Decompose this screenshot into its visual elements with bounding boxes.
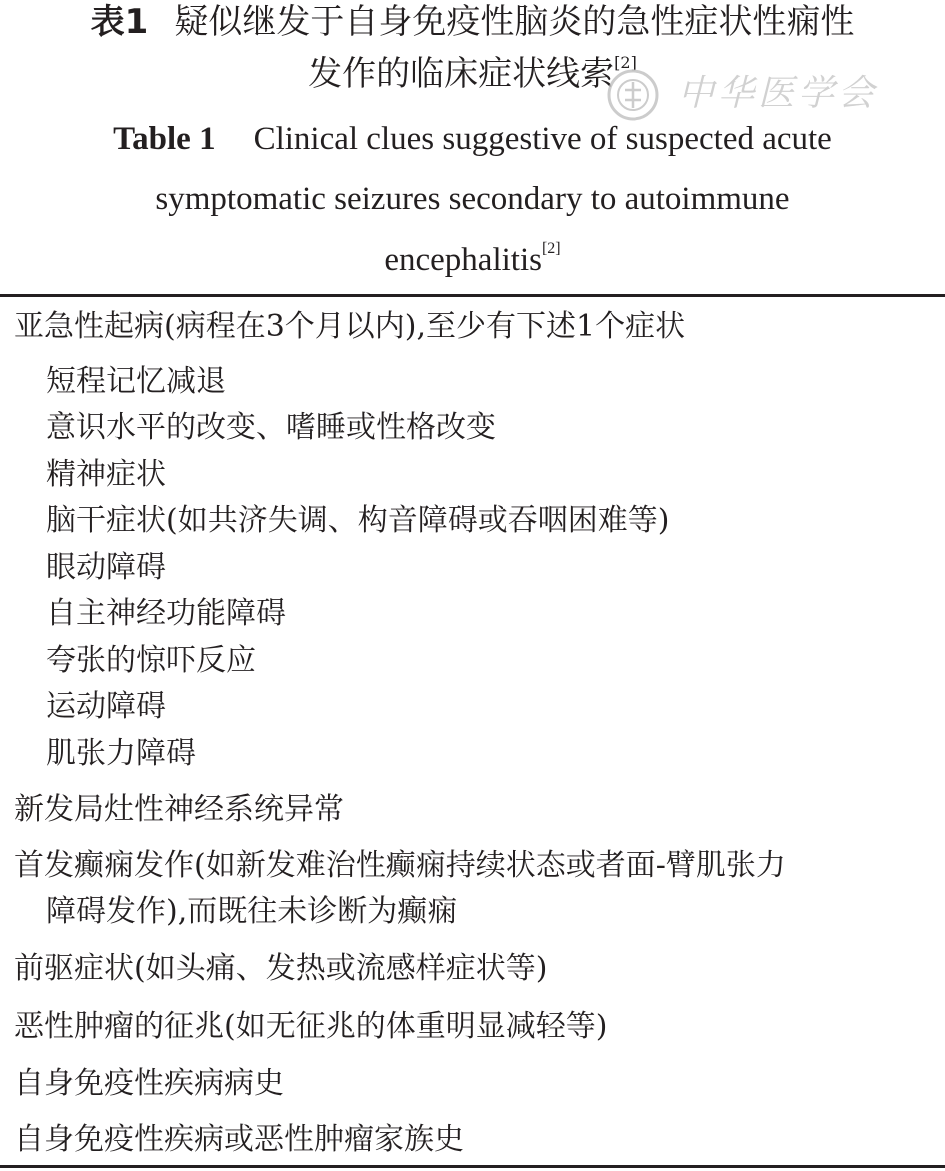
sub-item: 运动障碍 xyxy=(46,689,166,724)
criterion-tumor-sign: 恶性肿瘤的征兆(如无征兆的体重明显减轻等) xyxy=(14,1009,608,1044)
title-en-label: Table 1 xyxy=(113,121,216,157)
title-en-line-1 xyxy=(0,118,945,160)
sub-item: 精神症状 xyxy=(46,457,166,492)
sub-item: 脑干症状(如共济失调、构音障碍或吞咽困难等) xyxy=(46,503,670,538)
title-en-text-3: encephalitis xyxy=(384,242,542,278)
title-zh-text-1: 疑似继发于自身免疫性脑炎的急性症状性痫性 xyxy=(174,2,855,42)
criterion-prodrome: 前驱症状(如头痛、发热或流感样症状等) xyxy=(14,951,548,986)
sub-item: 眼动障碍 xyxy=(46,550,166,585)
watermark xyxy=(606,64,896,124)
criterion-family-history: 自身免疫性疾病或恶性肿瘤家族史 xyxy=(14,1122,464,1157)
title-en-reference: [2] xyxy=(541,240,561,257)
watermark-text: 中华医学会 xyxy=(678,73,879,114)
sub-item: 夸张的惊吓反应 xyxy=(46,643,256,678)
sub-item: 自主神经功能障碍 xyxy=(46,596,286,631)
sub-item: 短程记忆减退 xyxy=(46,364,226,399)
criterion-seizure-line-1: 首发癫痫发作(如新发难治性癫痫持续状态或者面-臂肌张力 xyxy=(14,848,786,883)
title-en-line-2: symptomatic seizures secondary to autoimmune xyxy=(155,181,790,217)
table-bottom-rule xyxy=(0,1165,945,1168)
title-zh-reference: [2] xyxy=(614,53,637,72)
title-zh-line-1 xyxy=(0,0,945,44)
table-top-rule xyxy=(0,294,945,297)
title-zh-text-2: 发作的临床症状线索 xyxy=(308,54,615,94)
criterion-header: 亚急性起病(病程在3个月以内),至少有下述1个症状 xyxy=(14,309,686,344)
criterion-autoimmune-history: 自身免疫性疾病病史 xyxy=(14,1066,284,1101)
cma-seal-icon xyxy=(606,68,660,122)
sub-item: 肌张力障碍 xyxy=(46,736,196,771)
title-zh-label: 表1 xyxy=(90,2,149,42)
title-en-line-3 xyxy=(0,239,945,281)
sub-item: 意识水平的改变、嗜睡或性格改变 xyxy=(46,410,496,445)
criterion-focal-deficit: 新发局灶性神经系统异常 xyxy=(14,792,344,827)
criterion-seizure-line-2: 障碍发作),而既往未诊断为癫痫 xyxy=(46,894,458,929)
title-en-text-1: Clinical clues suggestive of suspected acute xyxy=(253,121,832,157)
